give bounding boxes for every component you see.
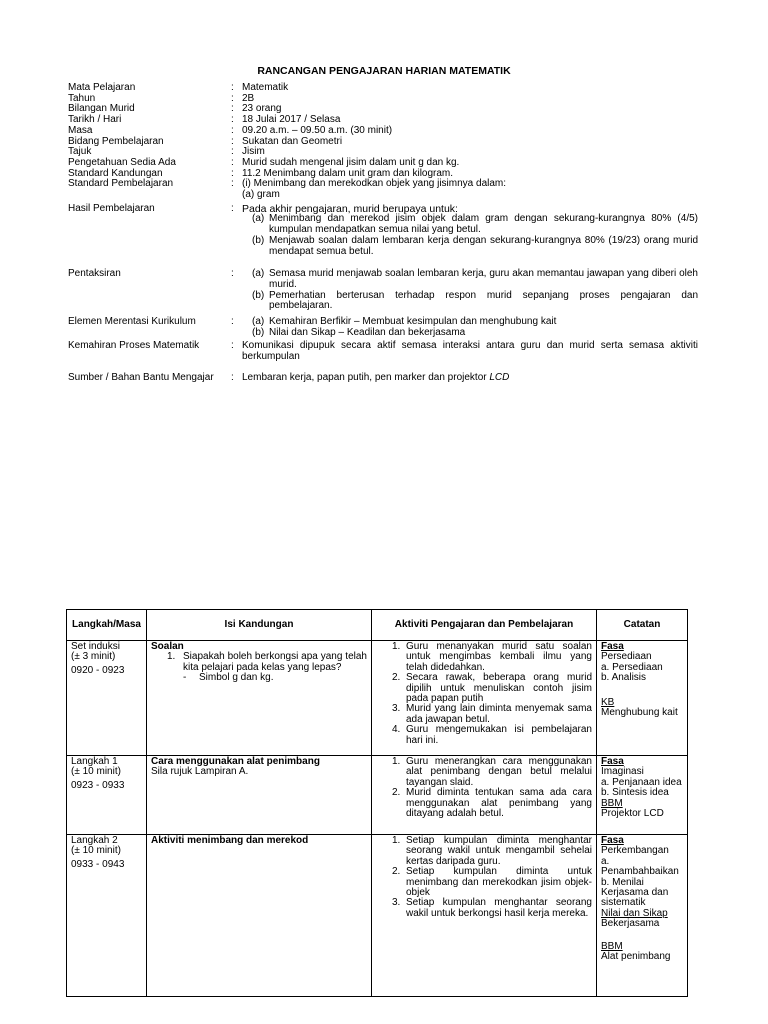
catatan-line: b. Analisis	[601, 672, 647, 684]
list-marker: 4.	[392, 724, 401, 736]
aktiviti-list	[376, 642, 592, 746]
langkah-duration: (± 10 minit)	[71, 766, 121, 778]
langkah-duration: (± 10 minit)	[71, 845, 121, 857]
elemen-list	[242, 317, 698, 338]
aktiviti-cell	[372, 641, 597, 756]
list-item	[242, 236, 698, 257]
catatan-line: Perkembangan	[601, 845, 669, 857]
nilai-label: Nilai dan Sikap	[601, 907, 668, 919]
list-item	[151, 652, 367, 673]
lesson-table	[66, 609, 688, 997]
list-item	[392, 673, 592, 704]
standard-pembelajaran-subline: (a) gram	[242, 189, 280, 201]
list-marker: 1.	[167, 651, 176, 663]
list-item	[242, 214, 698, 235]
info-label: Bidang Pembelajaran	[68, 135, 164, 147]
info-colon: :	[231, 178, 234, 190]
info-row-kemahiran	[68, 341, 698, 362]
list-marker: 3.	[392, 897, 401, 909]
catatan-line: a. Penjanaan idea	[601, 776, 682, 788]
info-value: 23 orang	[242, 103, 282, 115]
list-text: Pemerhatian berterusan terhadap respon murid sepanjang proses pengajaran dan pembelajaran.	[269, 289, 698, 312]
catatan-line: Persediaan	[601, 651, 652, 663]
list-marker: 1.	[392, 756, 401, 767]
info-colon: :	[231, 167, 234, 179]
info-value: Murid sudah mengenal jisim dalam unit g dan kg.	[242, 156, 460, 168]
isi-title: Aktiviti menimbang dan merekod	[151, 835, 309, 846]
list-marker: (b)	[252, 289, 265, 301]
langkah-name: Set induksi	[71, 641, 120, 652]
info-colon: :	[231, 114, 234, 126]
aktiviti-list	[376, 836, 592, 919]
column-header: Aktiviti Pengajaran dan Pembelajaran	[372, 610, 597, 641]
info-label: Tajuk	[68, 146, 92, 158]
info-row-standard-pembelajaran	[68, 179, 698, 200]
info-value: 18 Julai 2017 / Selasa	[242, 114, 341, 126]
bbm-value: Alat penimbang	[601, 951, 671, 963]
list-item	[242, 328, 698, 339]
isi-text: Sila rujuk Lampiran A.	[151, 766, 249, 778]
info-value: Jisim	[242, 146, 265, 158]
isi-title: Cara menggunakan alat penimbang	[151, 756, 320, 767]
info-colon: :	[231, 316, 234, 328]
isi-cell	[147, 835, 372, 997]
list-text: Guru mengemukakan isi pembelajaran hari ini.	[406, 724, 592, 746]
hasil-list	[242, 214, 698, 257]
info-row-mata-pelajaran	[68, 83, 698, 94]
info-label: Mata Pelajaran	[68, 82, 136, 93]
info-value: Komunikasi dipupuk secara aktif semasa interaksi antara guru dan murid serta semasa aktiviti berkumpulan	[242, 340, 698, 363]
aktiviti-list	[376, 757, 592, 819]
list-marker: (a)	[252, 316, 265, 328]
langkah-cell	[67, 835, 147, 997]
info-label: Tahun	[68, 92, 96, 104]
info-label: Standard Kandungan	[68, 167, 163, 179]
info-value	[242, 269, 698, 312]
info-colon: :	[231, 82, 234, 93]
list-text: Guru menanyakan murid satu soalan untuk mengimbas kembali ilmu yang telah didedahkan.	[406, 641, 592, 673]
pentaksiran-list	[242, 269, 698, 312]
info-value	[242, 373, 698, 384]
info-label: Masa	[68, 124, 93, 136]
kb-label: KB	[601, 696, 615, 708]
info-label: Standard Pembelajaran	[68, 178, 174, 190]
info-colon: :	[231, 340, 234, 352]
list-marker: 3.	[392, 703, 401, 715]
list-text: Siapakah boleh berkongsi apa yang telah kita pelajari pada kelas yang lepas?	[183, 651, 367, 673]
info-row-sumber	[68, 373, 698, 384]
catatan-line: Imaginasi	[601, 766, 644, 778]
catatan-cell	[597, 756, 688, 835]
column-header: Isi Kandungan	[147, 610, 372, 641]
aktiviti-cell	[372, 756, 597, 835]
table-row	[67, 641, 688, 756]
info-label: Sumber / Bahan Bantu Mengajar	[68, 371, 214, 383]
langkah-time: 0933 - 0943	[71, 858, 125, 870]
list-text: Setiap kumpulan menghantar seorang wakil untuk berkongsi hasil kerja mereka.	[406, 897, 592, 919]
list-marker: 1.	[392, 641, 401, 652]
catatan-line: b. Menilai	[601, 876, 644, 888]
info-colon: :	[231, 202, 234, 214]
list-text: Secara rawak, beberapa orang murid dipilih untuk menuliskan contoh jisim pada papan putih	[406, 672, 592, 705]
list-item	[392, 898, 592, 919]
list-text: Setiap kumpulan diminta menghantar seorang wakil untuk mengambil sehelai kertas daripada guru.	[406, 835, 592, 867]
catatan-cell	[597, 641, 688, 756]
isi-cell	[147, 756, 372, 835]
list-marker: 1.	[392, 835, 401, 846]
catatan-line: Kerjasama dan	[601, 887, 669, 899]
sumber-italic: LCD	[489, 371, 510, 383]
sumber-text: Lembaran kerja, papan putih, pen marker dan projektor	[242, 371, 490, 383]
catatan-line: a. Persediaan	[601, 661, 663, 673]
list-marker: 2.	[392, 866, 401, 878]
table-row	[67, 756, 688, 835]
info-colon: :	[231, 268, 234, 280]
isi-cell	[147, 641, 372, 756]
catatan-line: b. Sintesis idea	[601, 787, 669, 799]
catatan-line: sistematik	[601, 897, 646, 909]
page-title: RANCANGAN PENGAJARAN HARIAN MATEMATIK	[257, 65, 511, 77]
list-text: Semasa murid menjawab soalan lembaran kerja, guru akan memantau jawapan yang diberi oleh murid.	[269, 268, 698, 290]
list-item	[392, 757, 592, 788]
info-label: Pentaksiran	[68, 268, 121, 280]
info-colon: :	[231, 156, 234, 168]
info-colon: :	[231, 146, 234, 158]
langkah-name: Langkah 2	[71, 835, 118, 846]
list-item	[242, 291, 698, 312]
list-marker: (a)	[252, 213, 265, 225]
info-value: 2B	[242, 92, 255, 104]
list-item	[151, 673, 367, 683]
nilai-value: Bekerjasama	[601, 918, 660, 930]
list-marker: (a)	[252, 268, 265, 280]
info-label: Elemen Merentasi Kurikulum	[68, 316, 196, 328]
info-row-tahun	[68, 94, 698, 105]
langkah-cell	[67, 641, 147, 756]
standard-pembelajaran-line: (i) Menimbang dan merekodkan objek yang jisimnya dalam:	[242, 178, 507, 190]
list-marker: -	[183, 672, 187, 684]
list-item	[392, 836, 592, 867]
list-marker: 2.	[392, 672, 401, 684]
info-label: Tarikh / Hari	[68, 114, 122, 126]
langkah-name: Langkah 1	[71, 756, 118, 767]
info-label: Hasil Pembelajaran	[68, 202, 155, 214]
list-marker: (b)	[252, 326, 265, 338]
list-item	[392, 642, 592, 673]
info-value	[242, 179, 698, 200]
info-row-hasil	[68, 204, 698, 258]
info-colon: :	[231, 124, 234, 136]
list-text: Murid yang lain diminta menyemak sama ada jawapan betul.	[406, 703, 592, 725]
info-row-pentaksiran	[68, 269, 698, 312]
list-text: Murid diminta tentukan sama ada cara menggunakan alat penimbang yang ditayang adalah betul.	[406, 787, 592, 820]
fasa-label: Fasa	[601, 756, 624, 767]
hasil-intro: Pada akhir pengajaran, murid berupaya untuk:	[242, 202, 458, 215]
info-value: Matematik	[242, 82, 289, 93]
info-row-elemen	[68, 317, 698, 338]
info-colon: :	[231, 92, 234, 104]
table-header-row	[67, 610, 688, 641]
info-value: 09.20 a.m. – 09.50 a.m. (30 minit)	[242, 124, 393, 136]
lesson-info	[68, 83, 698, 384]
bbm-label: BBM	[601, 940, 623, 952]
list-text: Nilai dan Sikap – Keadilan dan bekerjasama	[269, 326, 466, 338]
bbm-label: BBM	[601, 797, 623, 809]
langkah-cell	[67, 756, 147, 835]
catatan-line: Penambahbaikan	[601, 866, 679, 878]
info-label: Kemahiran Proses Matematik	[68, 340, 200, 352]
info-value	[242, 204, 698, 258]
list-item	[392, 867, 592, 898]
info-label: Bilangan Murid	[68, 103, 135, 115]
info-label: Pengetahuan Sedia Ada	[68, 156, 176, 168]
list-item	[392, 704, 592, 725]
fasa-label: Fasa	[601, 641, 624, 652]
list-item	[392, 725, 592, 746]
column-header: Langkah/Masa	[67, 610, 147, 641]
list-text: Menjawab soalan dalam lembaran kerja dengan sekurang-kurangnya 80% (19/23) orang murid mendapat semua betul.	[269, 234, 698, 257]
langkah-time: 0923 - 0933	[71, 779, 125, 791]
langkah-duration: (± 3 minit)	[71, 651, 116, 663]
list-marker: (b)	[252, 234, 265, 246]
fasa-label: Fasa	[601, 835, 624, 846]
info-row-masa	[68, 126, 698, 137]
info-colon: :	[231, 135, 234, 147]
kb-value: Menghubung kait	[601, 707, 678, 719]
column-header: Catatan	[597, 610, 688, 641]
info-colon: :	[231, 103, 234, 115]
table-row	[67, 835, 688, 997]
aktiviti-cell	[372, 835, 597, 997]
list-text: Simbol g dan kg.	[199, 672, 274, 684]
list-text: Setiap kumpulan diminta untuk menimbang dan merekodkan jisim objek-objek	[406, 866, 592, 899]
list-item	[392, 788, 592, 819]
list-item	[242, 269, 698, 290]
list-marker: 2.	[392, 787, 401, 799]
isi-title: Soalan	[151, 641, 184, 652]
info-row-bidang	[68, 137, 698, 148]
info-value: 11.2 Menimbang dalam unit gram dan kilogram.	[242, 167, 454, 179]
info-row-bilangan-murid	[68, 104, 698, 115]
info-value	[242, 317, 698, 338]
bbm-value: Projektor LCD	[601, 808, 664, 820]
list-text: Menimbang dan merekod jisim objek dalam gram dengan sekurang-kurangnya 80% (4/5) kumpulan mendapatkan semua nilai yang betul.	[269, 213, 698, 236]
info-colon: :	[231, 371, 234, 383]
catatan-line: a.	[601, 855, 610, 867]
catatan-cell	[597, 835, 688, 997]
list-text: Kemahiran Berfikir – Membuat kesimpulan dan menghubung kait	[269, 316, 557, 328]
langkah-time: 0920 - 0923	[71, 664, 125, 676]
info-value: Sukatan dan Geometri	[242, 135, 343, 147]
list-text: Guru menerangkan cara menggunakan alat penimbang dengan betul melalui tayangan slaid.	[406, 756, 592, 788]
